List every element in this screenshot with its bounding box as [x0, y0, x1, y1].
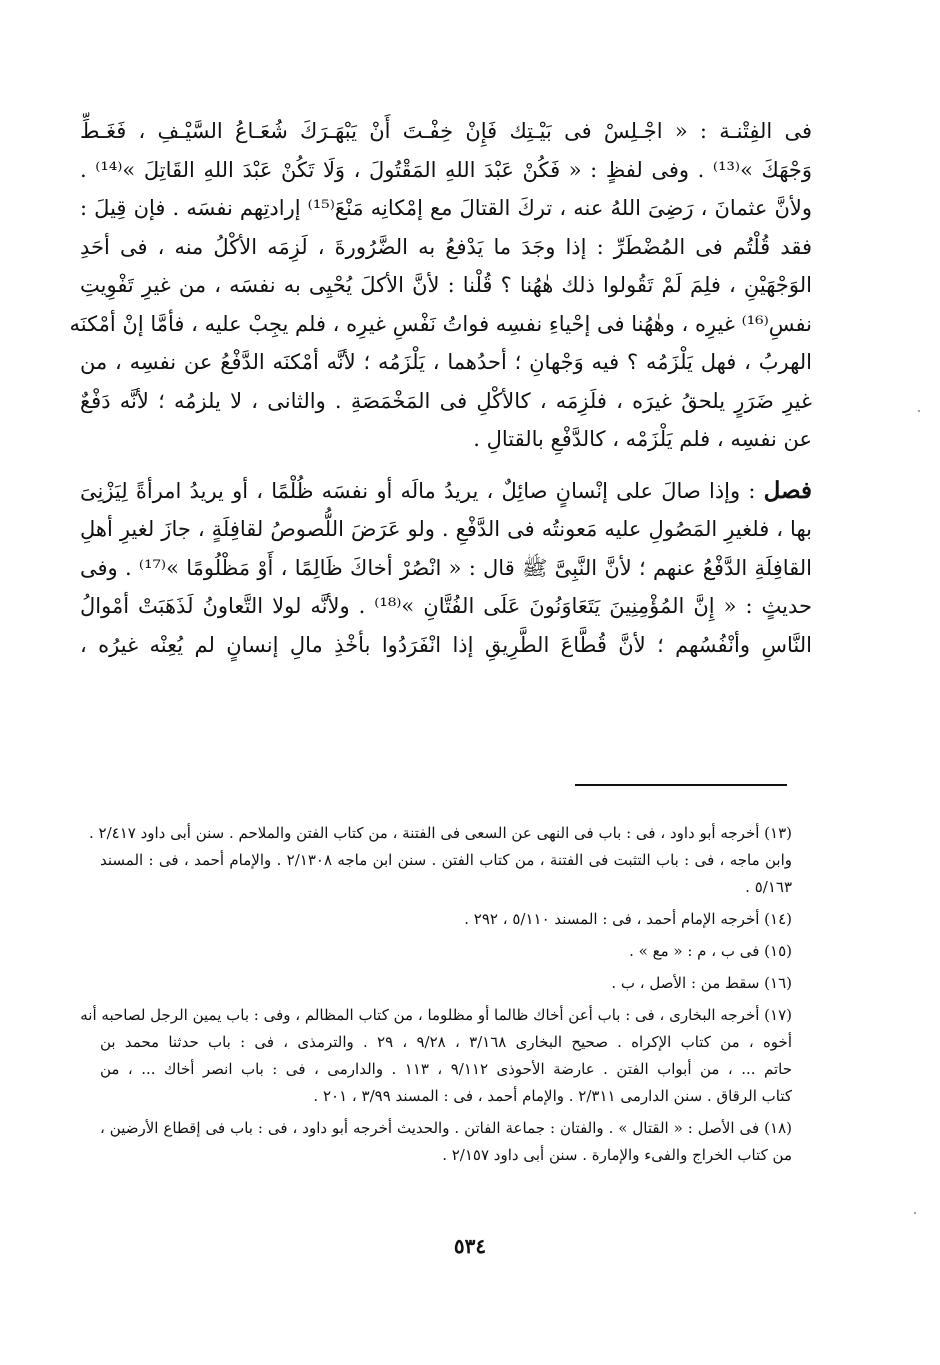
paragraph-gap [80, 459, 812, 472]
footnote-14 [100, 906, 792, 933]
text-line: القافِلَةِ الدَّفْعُ عنهم ؛ لأنَّ النَّبِىَّ ﷺ قال : « انْصُرْ أخاكَ ظَالِمًا ، أَوْ مَظْلُومًا »⁽¹⁷⁾ . وفى [80, 555, 812, 580]
text-line: وَجْهَكَ »⁽¹³⁾ . وفى لفظٍ : « فَكُنْ عَبْدَ اللهِ المَقْتُولَ ، وَلَا تَكُنْ عَبْدَ اللهِ القَاتِلَ »⁽¹⁴⁾ . [80, 157, 812, 182]
text-line: ولأنَّ عثمانَ ، رَضِىَ اللهُ عنه ، تركَ القتالَ مع إمْكانِه مَنْعَ⁽¹⁵⁾ إرادتِهم نفسَه . فإن قِيلَ : [80, 196, 812, 220]
text-line: فقد قُلْتُم فى المُضْطَرِّ : إذا وجَدَ ما يَدْفعُ به الضَّرُورةَ ، لَزِمَه الأكْلُ منه ، فى أحَدِ [80, 234, 812, 259]
text-line: غيرِ ضَرَرٍ يلحقُ غيرَه ، فلَزِمَه ، كالأكْلِ فى المَخْمَصَةِ . والثانى ، لا يلزمُه ؛ لأنَّه دَفْعٌ [80, 388, 812, 413]
section-heading-fasl: فصل [763, 476, 812, 504]
footnote-16 [100, 970, 792, 997]
text-line: عن نفسِه ، فلم يَلْزَمْه ، كالدَّفْعِ بالقتالِ . [473, 427, 812, 451]
footnote-line: (١٨) فى الأصل : « القتال » . والفتان : جماعة الفاتن . والحديث أخرجه أبو داود ، فى : باب فى إقطاع الأرضين ، [100, 1119, 792, 1137]
footnote-line: من كتاب الخراج والفىء والإمارة . سنن أبى داود ٢/١٥٧ . [442, 1146, 792, 1164]
scan-speck [914, 1212, 916, 1214]
footnote-line: (١٤) أخرجه الإمام أحمد ، فى : المسند ٥/١١٠ ، ٢٩٢ . [464, 910, 792, 928]
footnote-separator [575, 784, 787, 786]
footnote-line: كتاب الرقاق . سنن الدارمى ٢/٣١١ . والإمام أحمد ، فى : المسند ٣/٩٩ ، ٢٠١ . [313, 1087, 792, 1105]
footnote-line: (١٣) أخرجه أبو داود ، فى : باب فى النهى عن السعى فى الفتنة ، من كتاب الفتن والملاحم . سنن أبى داود ٢/٤١٧ . [88, 824, 792, 842]
main-text [69, 112, 813, 664]
footnote-line: حاتم ... ، من أبواب الفتن . عارضة الأحوذى ٩/١١٢ ، ١١٣ . والدارمى ، فى : باب انصر أخاك ... ، من [100, 1060, 792, 1078]
fasl-first-line [80, 472, 812, 511]
footnote-line: (١٥) فى ب ، م : « مع » . [629, 942, 792, 960]
footnote-18 [100, 1115, 792, 1169]
footnote-line: (١٧) أخرجه البخارى ، فى : باب أعن أخاك ظالما أو مظلوما ، من كتاب المظالم ، وفى : باب يمين الرجل لصاحبه أنه [80, 1006, 792, 1024]
footnote-line: ٥/١٦٣ . [745, 878, 792, 896]
text-line: فى الفِتْنـة : « اجْـلِسْ فى بَيْـتِك فَإِنْ خِفْـتَ أَنْ يَبْهَـرَكَ شُعَـاعُ السَّيْـفِ ، فَغَـطِّ [80, 119, 812, 143]
footnote-13 [88, 820, 792, 901]
text-line: النَّاسِ وأنْفُسُهم ؛ لأنَّ قُطَّاعَ الطَّرِيقِ إذا انْفَرَدُوا بأخْذِ مالِ إنسانٍ لم يُعِنْه غيرُه ، [80, 632, 812, 657]
footnote-line: أخوه ، من كتاب الإكراه . صحيح البخارى ٣/١٦٨ ، ٩/٢٨ ، ٢٩ . والترمذى ، فى : باب حدثنا محمد بن [100, 1033, 792, 1051]
scan-speck [918, 410, 920, 412]
text-line: : وإذا صالَ على إنْسانٍ صائِلٌ ، يريدُ مالَه أو نفسَه ظُلْمًا ، أو يريدُ امرأةً لِيَزْنِىَ [80, 478, 756, 503]
text-line: الهربُ ، فهل يَلْزَمُه ؟ فيه وَجْهانِ ؛ أحدُهما ، يَلْزَمُه ؛ لأنَّه أمْكنَه الدَّفْعُ عن نفسِه ، من [80, 350, 812, 374]
text-line: الوَجْهَيْنِ ، فلِمَ لَمْ تَقُولوا ذلك هٰهُنا ؟ قُلْنا : لأنَّ الأكلَ يُحْيِى به نفسَه ، من غيرِ تَفْوِيتِ [80, 273, 812, 297]
footnotes [80, 820, 792, 1169]
footnote-line: (١٦) سقط من : الأصل ، ب . [611, 974, 792, 992]
footnote-line: وابن ماجه ، فى : باب التثبت فى الفتنة ، من كتاب الفتن . سنن ابن ماجه ٢/١٣٠٨ . والإمام أحمد ، فى : المسند [100, 851, 792, 869]
footnote-15 [100, 938, 792, 965]
page-number: ٥٣٤ [453, 1234, 487, 1258]
text-line: بها ، فلغيرِ المَصُولِ عليه مَعونتُه فى الدَّفْعِ . ولو عَرَضَ اللُّصوصُ لقافِلَةٍ ، جازَ لغيرِ أهلِ [80, 517, 812, 541]
footnote-17 [80, 1002, 792, 1110]
text-line: نفسِ⁽¹⁶⁾ غيرِه ، وهٰهُنا فى إحْياءِ نفسِه فواتُ نَفْسِ غيرِه ، فلم يجِبْ عليه ، فأمَّا إنْ أمْكنَه [69, 311, 812, 336]
text-line: حديثٍ : « إِنَّ المُؤْمِنِينَ يَتَعَاوَنُونَ عَلَى الفُتَّانِ »⁽¹⁸⁾ . ولأنَّه لولا التَّعاونُ لَذَهَبَتْ أمْوالُ [80, 594, 813, 618]
